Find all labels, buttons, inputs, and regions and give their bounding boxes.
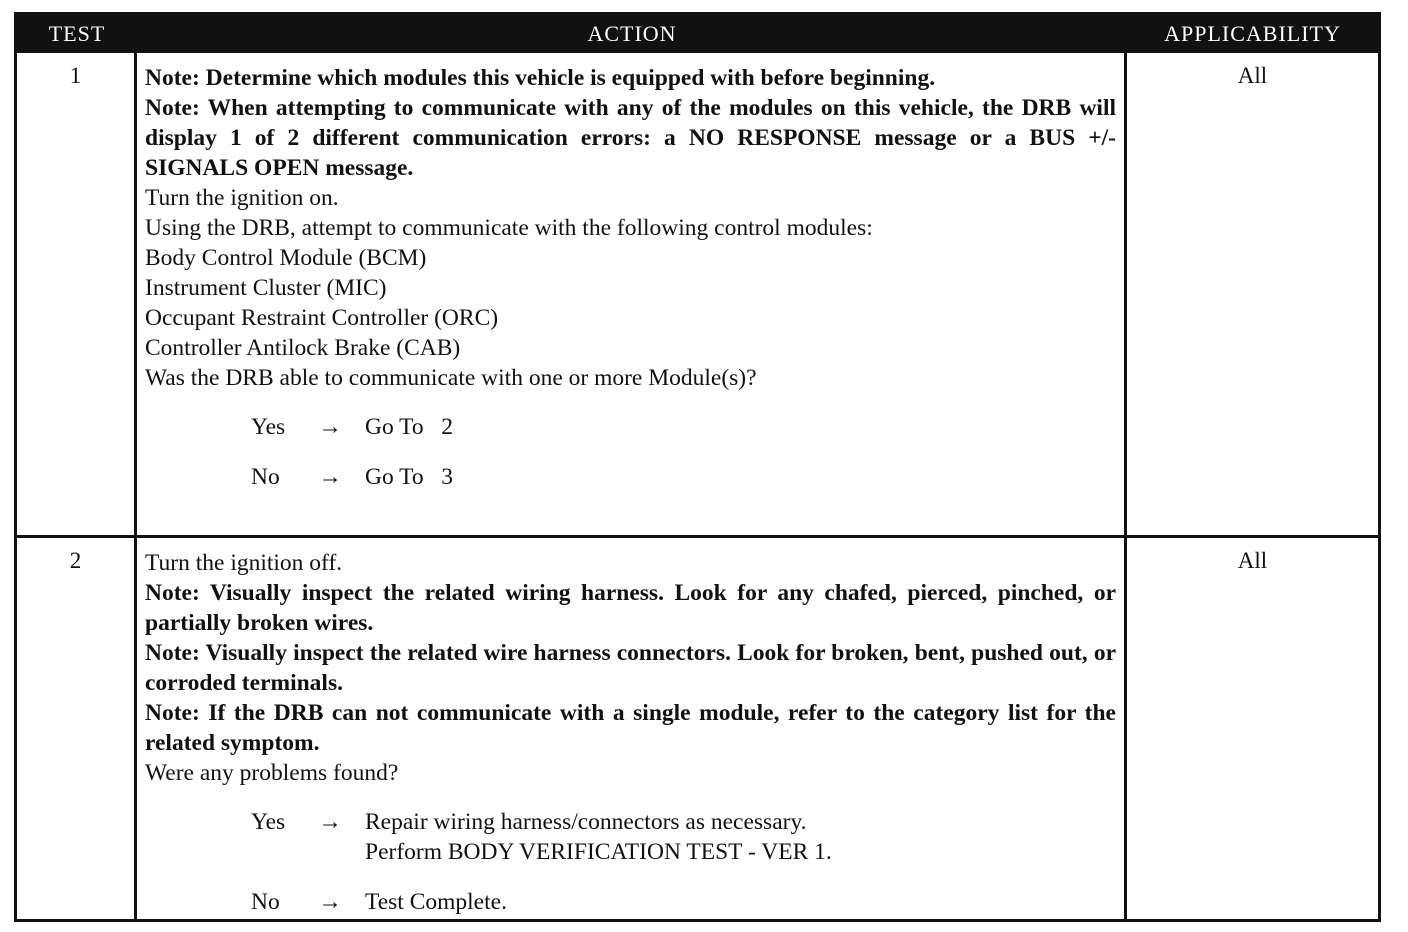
module-item: Instrument Cluster (MIC) [145, 275, 387, 301]
header-applicability: APPLICABILITY [1164, 21, 1341, 46]
branch-target: Go To 2 [365, 414, 454, 440]
arrow-icon: → [318, 809, 342, 835]
note-text: Note: Determine which modules this vehicle is equipped with before beginning. [145, 65, 936, 91]
table-row [17, 538, 1378, 922]
module-item: Controller Antilock Brake (CAB) [145, 335, 461, 361]
branch-answer: Yes [251, 809, 286, 835]
header-action: ACTION [587, 21, 677, 46]
note-text: Note: If the DRB can not communicate with a single module, refer to the category list for the related symptom. [145, 700, 1116, 756]
instruction-line: Turn the ignition off. [145, 550, 343, 576]
applicability-value: All [1237, 63, 1268, 88]
action-cell [137, 53, 1127, 535]
diagnostic-table [14, 12, 1381, 922]
branch-no [251, 462, 1116, 492]
arrow-icon: → [318, 414, 342, 440]
table-header [17, 15, 1378, 53]
question-line: Were any problems found? [145, 760, 399, 786]
note-text: Note: Visually inspect the related wiring harness. Look for any chafed, pierced, pinched, or partially broken wires. [145, 580, 1116, 636]
applicability-value: All [1237, 548, 1268, 573]
branch-answer: No [251, 464, 280, 490]
question-line: Was the DRB able to communicate with one or more Module(s)? [145, 365, 757, 391]
arrow-icon: → [318, 464, 342, 490]
instruction-line: Using the DRB, attempt to communicate with the following control modules: [145, 215, 873, 241]
table-row [17, 53, 1378, 538]
instruction-line: Turn the ignition on. [145, 185, 339, 211]
note-text: Note: When attempting to communicate with any of the modules on this vehicle, the DRB will display 1 of 2 different communication errors: a NO RESPONSE message or a BUS +/- SIGNALS OPEN message. [145, 95, 1116, 181]
test-number: 1 [17, 53, 137, 535]
branch-target [365, 807, 832, 867]
branch-no [251, 887, 1116, 917]
module-item: Occupant Restraint Controller (ORC) [145, 305, 499, 331]
arrow-icon: → [318, 889, 342, 915]
header-test: TEST [48, 21, 106, 46]
branch-answer: Yes [251, 414, 286, 440]
module-item: Body Control Module (BCM) [145, 245, 427, 271]
branch-target-line: Repair wiring harness/connectors as necessary. [365, 809, 807, 835]
branch-answer: No [251, 889, 280, 915]
branch-target-line: Perform BODY VERIFICATION TEST - VER 1. [365, 839, 832, 865]
note-text: Note: Visually inspect the related wire harness connectors. Look for broken, bent, pushed out, or corroded terminals. [145, 640, 1116, 696]
branch-yes [251, 807, 1116, 867]
branch-target: Test Complete. [365, 889, 507, 915]
action-cell [137, 538, 1127, 922]
branch-yes [251, 412, 1116, 442]
branch-target: Go To 3 [365, 464, 454, 490]
test-number: 2 [17, 538, 137, 922]
